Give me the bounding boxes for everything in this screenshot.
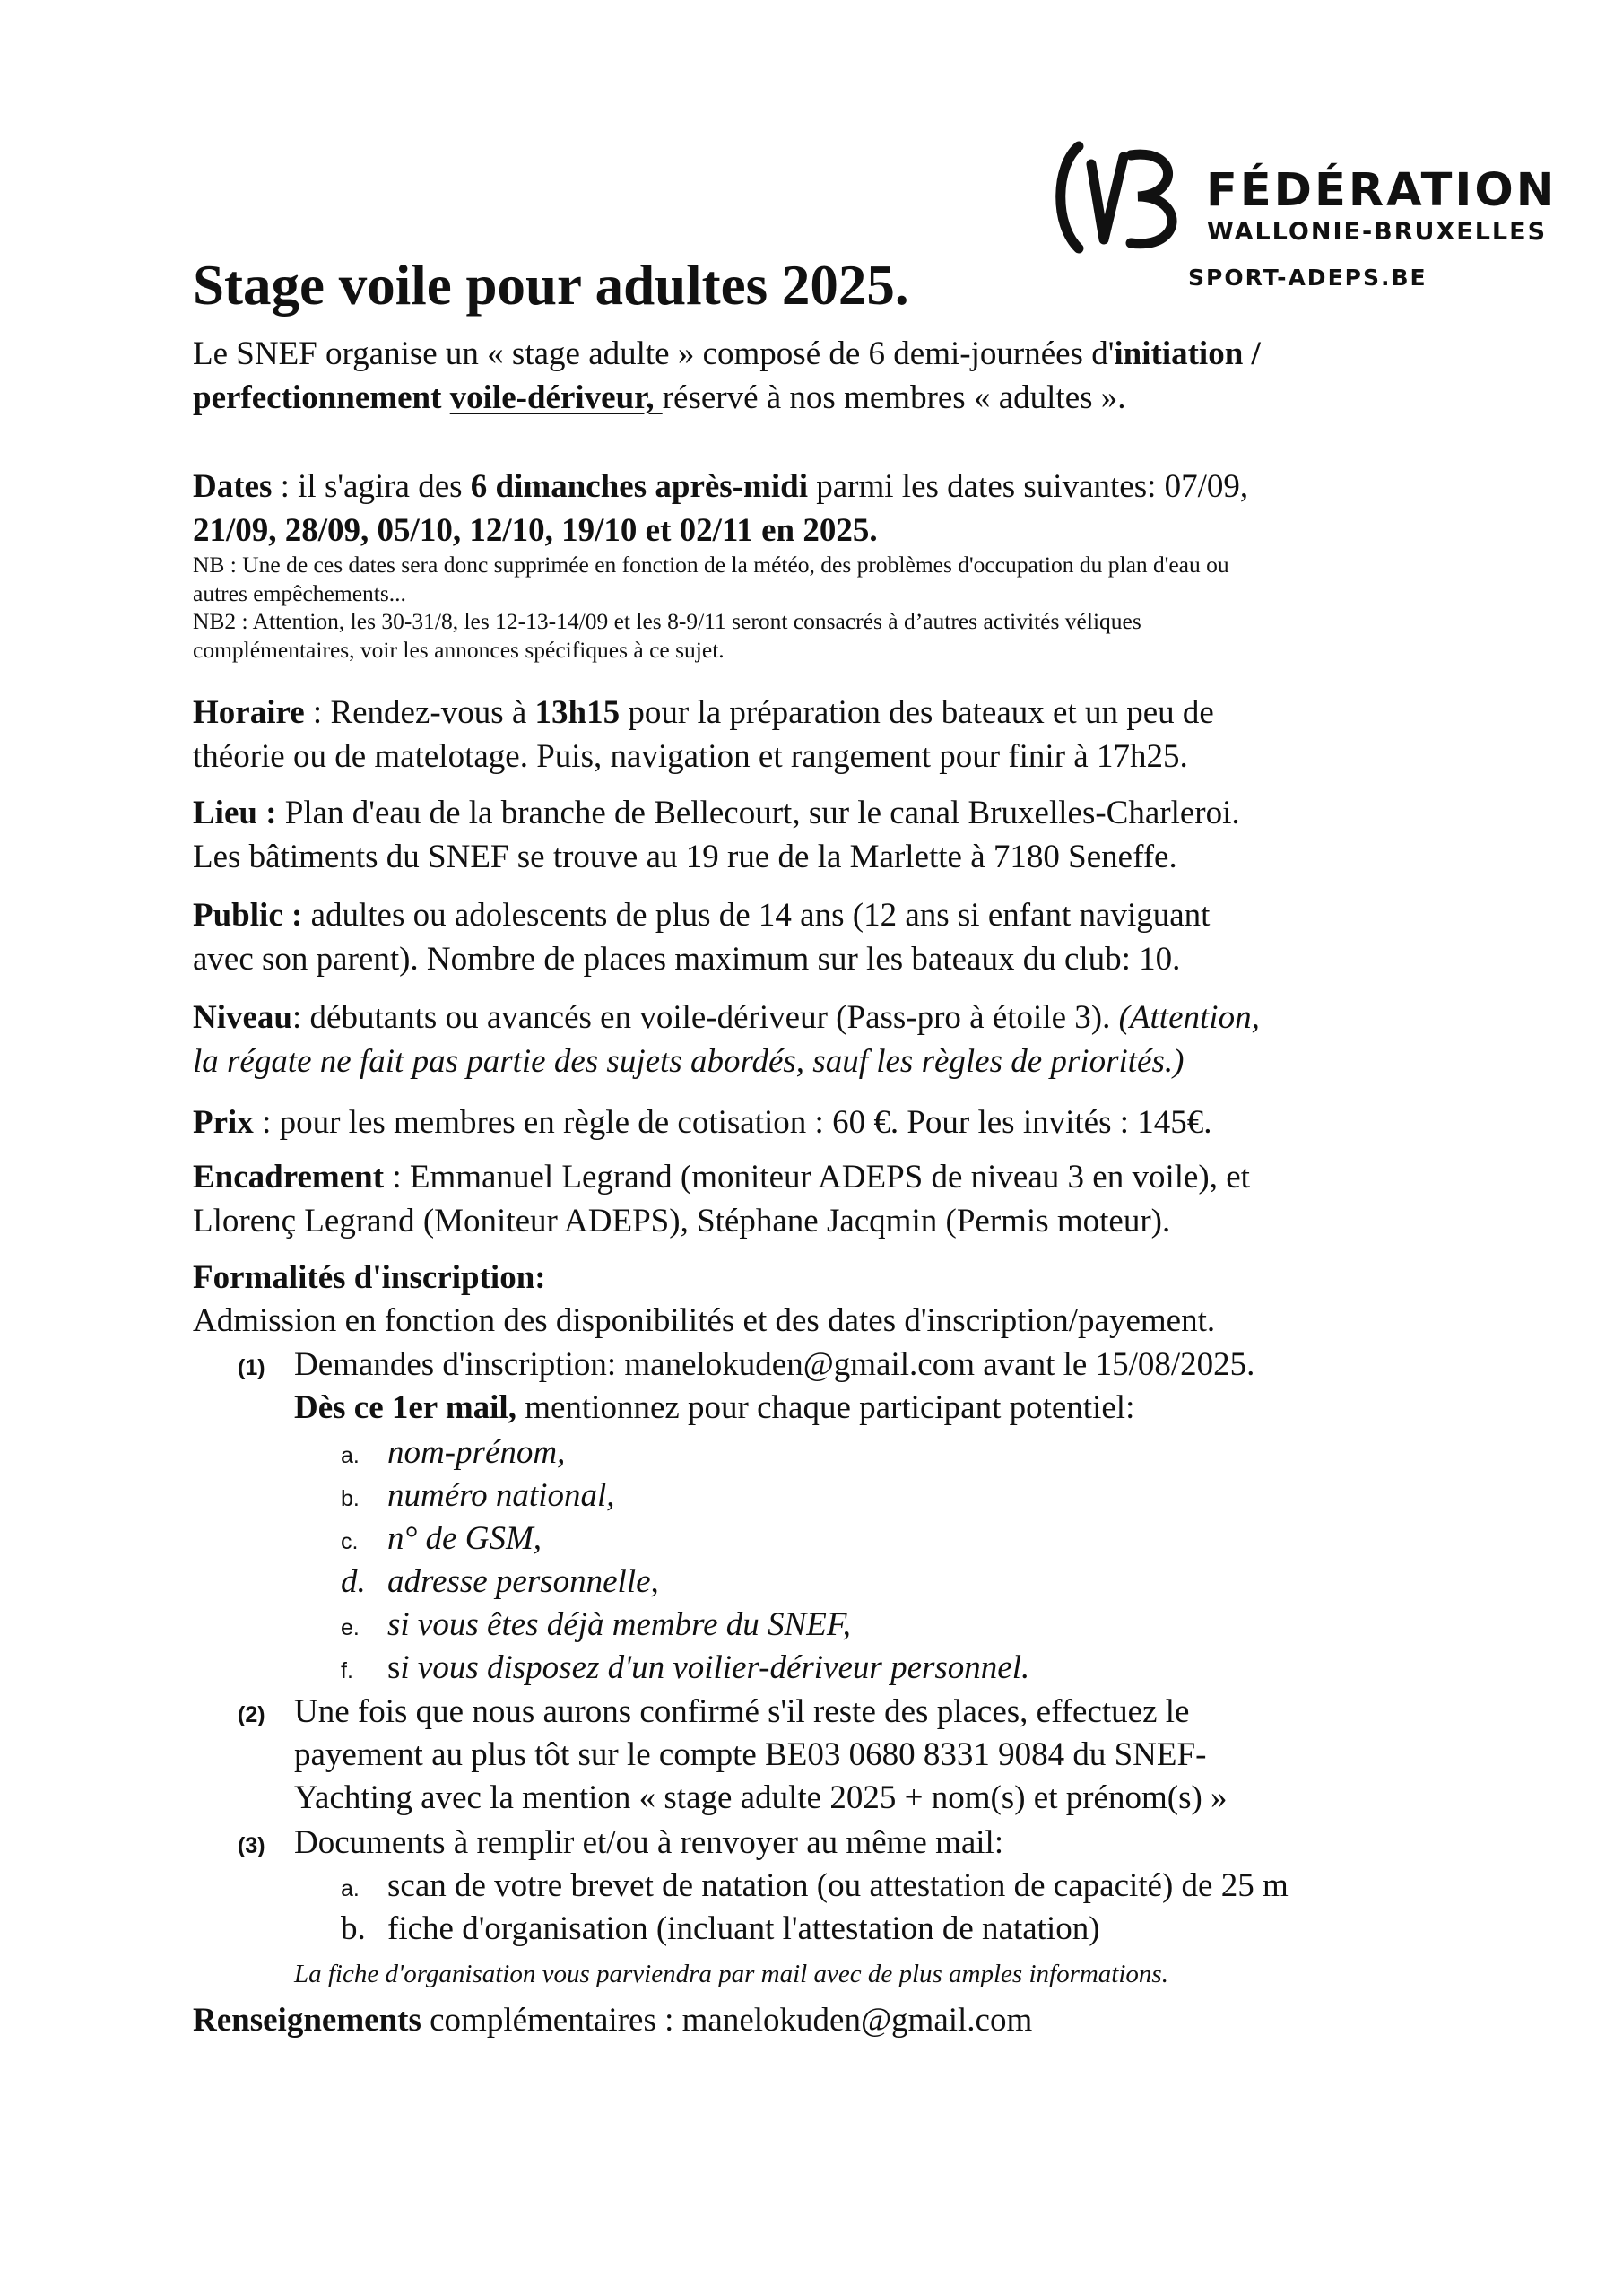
encadrement-label: Encadrement [193, 1159, 385, 1196]
niveau-section [193, 996, 1466, 1085]
dates-bold-dimanches: 6 dimanches après-midi [470, 468, 808, 505]
logo-text-wallonie: WALLONIE-BRUXELLES [1207, 218, 1548, 246]
step-2-line1: Une fois que nous aurons confirmé s'il reste des places, effectuez le [294, 1693, 1190, 1730]
intro-underline-voile: voile-dériveur, [449, 379, 663, 416]
encadrement-section [193, 1155, 1466, 1245]
page-title: Stage voile pour adultes 2025. [193, 254, 909, 317]
list-item [341, 1864, 1289, 1911]
list-item-letter: e. [341, 1615, 360, 1640]
logo-text-sport-adeps: SPORT-ADEPS.BE [1188, 265, 1428, 291]
list-item-text: fiche d'organisation (incluant l'attestation de natation) [387, 1910, 1100, 1947]
dates-text-end: parmi les dates suivantes: 07/09, [807, 468, 1249, 505]
list-item [341, 1474, 615, 1521]
step-2 [193, 1690, 1466, 1824]
participant-info-list [193, 1431, 1466, 1700]
renseignements-label: Renseignements [193, 2002, 421, 2039]
niveau-label: Niveau [193, 999, 292, 1036]
list-item-text-start: s [387, 1649, 401, 1686]
list-item-text: numéro national, [387, 1477, 615, 1514]
formalites-intro: Admission en fonction des disponibilités et des dates d'inscription/payement. [193, 1302, 1216, 1339]
fwb-logo-mark-icon [1045, 139, 1188, 256]
horaire-text-end: pour la préparation des bateaux et un peu de [620, 694, 1214, 731]
public-text: adultes ou adolescents de plus de 14 ans (12 ans si enfant naviguant [302, 897, 1211, 934]
list-item-text: i vous disposez d'un voilier-dériveur personnel. [400, 1649, 1030, 1686]
list-item [341, 1517, 542, 1564]
encadrement-text: : Emmanuel Legrand (moniteur ADEPS de niveau 3 en voile), et [384, 1159, 1250, 1196]
encadrement-line2: Llorenç Legrand (Moniteur ADEPS), Stéphane Jacqmin (Permis moteur). [193, 1203, 1171, 1239]
step-1 [193, 1343, 1466, 1432]
list-item [341, 1907, 1100, 1951]
list-item-letter: a. [341, 1443, 360, 1468]
lieu-label: Lieu : [193, 795, 277, 831]
horaire-label: Horaire [193, 694, 305, 731]
step-1-line1: Demandes d'inscription: manelokuden@gmail.com avant le 15/08/2025. [294, 1346, 1255, 1383]
list-item-letter: a. [341, 1876, 360, 1901]
niveau-italic-note: (Attention, [1118, 999, 1260, 1036]
prix-text: : pour les membres en règle de cotisation : 60 €. Pour les invités : 145€. [253, 1104, 1212, 1141]
formalites-label: Formalités d'inscription: [193, 1259, 546, 1296]
horaire-time: 13h15 [534, 694, 621, 731]
formalites-header [193, 1256, 1466, 1345]
step-3-number: (3) [238, 1833, 265, 1858]
step-2-line2: payement au plus tôt sur le compte BE03 0680 8331 9084 du SNEF- [294, 1736, 1207, 1773]
nb2-line2: complémentaires, voir les annonces spécifiques à ce sujet. [193, 636, 725, 663]
list-item-letter: d. [341, 1563, 366, 1600]
intro-bold-initiation: initiation / [1114, 335, 1261, 372]
list-item [341, 1431, 565, 1478]
step-2-line3: Yachting avec la mention « stage adulte 2025 + nom(s) et prénom(s) » [294, 1779, 1228, 1816]
list-item-text: nom-prénom, [387, 1434, 566, 1471]
niveau-line2: la régate ne fait pas partie des sujets abordés, sauf les règles de priorités.) [193, 1043, 1185, 1080]
prix-label: Prix [193, 1104, 254, 1141]
list-item-letter: c. [341, 1529, 359, 1554]
step-2-number: (2) [238, 1702, 265, 1727]
dates-notes [193, 551, 1466, 667]
list-item-text: si vous êtes déjà membre du SNEF, [387, 1606, 851, 1643]
niveau-text: : débutants ou avancés en voile-dériveur (Pass-pro à étoile 3). [292, 999, 1119, 1036]
dates-label: Dates [193, 468, 273, 505]
intro-text: Le SNEF organise un « stage adulte » composé de 6 demi-journées d' [193, 335, 1115, 372]
horaire-text: : Rendez-vous à [304, 694, 535, 731]
fiche-note: La fiche d'organisation vous parviendra par mail avec de plus amples informations. [294, 1960, 1168, 1988]
dates-text: : il s'agira des [272, 468, 471, 505]
nb1-line2: autres empêchements... [193, 579, 406, 606]
step-1-bold: Dès ce 1er mail, [294, 1389, 516, 1426]
public-line2: avec son parent). Nombre de places maximum sur les bateaux du club: 10. [193, 941, 1181, 978]
public-label: Public : [193, 897, 303, 934]
step-3 [193, 1821, 1466, 1955]
list-item [341, 1560, 659, 1604]
renseignements-section [193, 1998, 1466, 2043]
step-1-line2: mentionnez pour chaque participant potentiel: [516, 1389, 1135, 1426]
prix-section [193, 1100, 1466, 1145]
nb2-line1: NB2 : Attention, les 30-31/8, les 12-13-14/09 et les 8-9/11 seront consacrés à d’autres activités véliques [193, 608, 1141, 634]
list-item-text: n° de GSM, [387, 1520, 542, 1557]
list-item-letter: b. [341, 1910, 366, 1947]
logo-text-federation: FÉDÉRATION [1206, 164, 1558, 217]
dates-list: 21/09, 28/09, 05/10, 12/10, 19/10 et 02/11 en 2025. [193, 512, 878, 549]
intro-paragraph [193, 332, 1466, 422]
horaire-section [193, 691, 1466, 780]
renseignements-text: complémentaires : manelokuden@gmail.com [421, 2002, 1033, 2039]
federation-logo [1045, 139, 1558, 309]
list-item-text: scan de votre brevet de natation (ou attestation de capacité) de 25 m [387, 1867, 1289, 1904]
lieu-text: Plan d'eau de la branche de Bellecourt, sur le canal Bruxelles-Charleroi. [276, 795, 1240, 831]
public-section [193, 893, 1466, 983]
intro-text-end: réservé à nos membres « adultes ». [662, 379, 1126, 416]
nb1-line1: NB : Une de ces dates sera donc supprimée en fonction de la météo, des problèmes d'occupation du plan d'eau ou [193, 552, 1229, 578]
step-3-line1: Documents à remplir et/ou à renvoyer au même mail: [294, 1824, 1004, 1861]
dates-section [193, 465, 1466, 554]
list-item-letter: f. [341, 1658, 353, 1683]
list-item [341, 1603, 851, 1650]
list-item [341, 1646, 1029, 1693]
horaire-line2: théorie ou de matelotage. Puis, navigation et rangement pour finir à 17h25. [193, 738, 1188, 775]
lieu-line2: Les bâtiments du SNEF se trouve au 19 rue de la Marlette à 7180 Seneffe. [193, 839, 1177, 875]
list-item-text: adresse personnelle, [387, 1563, 659, 1600]
step-1-number: (1) [238, 1355, 265, 1380]
list-item-letter: b. [341, 1486, 360, 1511]
intro-bold-perfectionnement: perfectionnement [193, 379, 450, 416]
lieu-section [193, 791, 1466, 881]
